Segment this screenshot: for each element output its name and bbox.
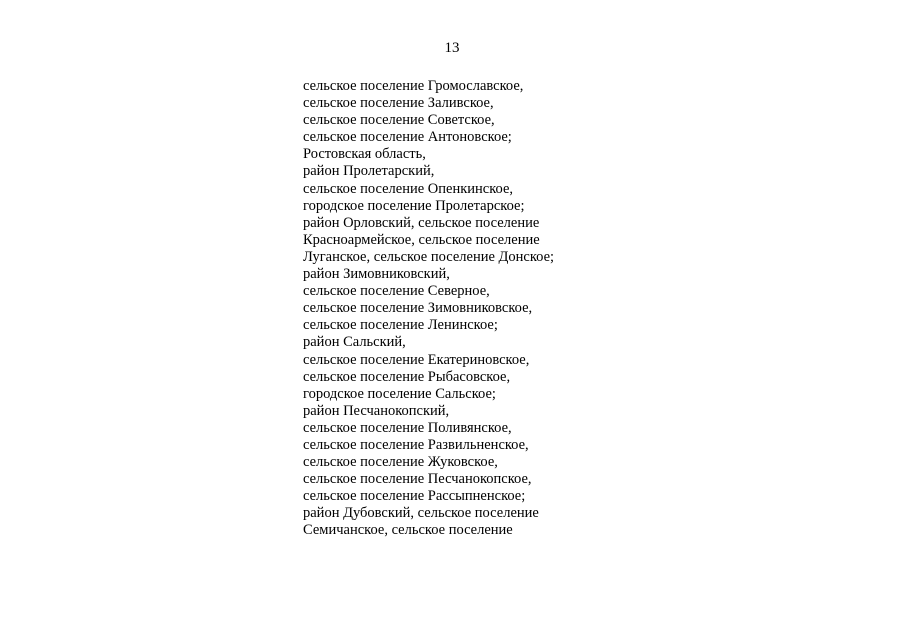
text-line: район Зимовниковский, <box>303 266 450 283</box>
text-line: район Песчанокопский, <box>303 402 450 419</box>
text-line: район Дубовский, сельское поселение <box>303 505 539 522</box>
text-line: район Орловский, сельское поселение <box>303 214 540 231</box>
text-line: сельское поселение Советское, <box>303 112 495 129</box>
text-line: Семичанское, сельское поселение <box>303 522 513 539</box>
text-line: городское поселение Сальское; <box>303 385 496 402</box>
text-line: сельское поселение Зимовниковское, <box>303 300 533 317</box>
text-line: сельское поселение Опенкинское, <box>303 180 514 197</box>
text-line: Луганское, сельское поселение Донское; <box>303 248 555 265</box>
text-line: сельское поселение Жуковское, <box>303 454 498 471</box>
text-line: сельское поселение Громославское, <box>303 78 524 94</box>
page-number: 13 <box>444 40 460 56</box>
text-line: Ростовская область, <box>303 146 426 163</box>
text-line: сельское поселение Песчанокопское, <box>303 471 532 488</box>
text-line: район Пролетарский, <box>303 163 435 180</box>
text-line: район Сальский, <box>303 334 406 351</box>
text-line: городское поселение Пролетарское; <box>303 197 525 214</box>
text-line: сельское поселение Заливское, <box>303 95 494 112</box>
text-line: сельское поселение Антоновское; <box>303 129 512 146</box>
text-line: сельское поселение Северное, <box>303 283 490 300</box>
text-block <box>303 78 623 540</box>
text-line: сельское поселение Екатериновское, <box>303 351 530 368</box>
text-line: сельское поселение Развильненское, <box>303 436 529 453</box>
text-line: сельское поселение Ленинское; <box>303 317 498 334</box>
text-line: сельское поселение Поливянское, <box>303 419 512 436</box>
text-line: сельское поселение Рыбасовское, <box>303 368 511 385</box>
text-line: сельское поселение Рассыпненское; <box>303 488 526 505</box>
text-line: Красноармейское, сельское поселение <box>303 231 540 248</box>
